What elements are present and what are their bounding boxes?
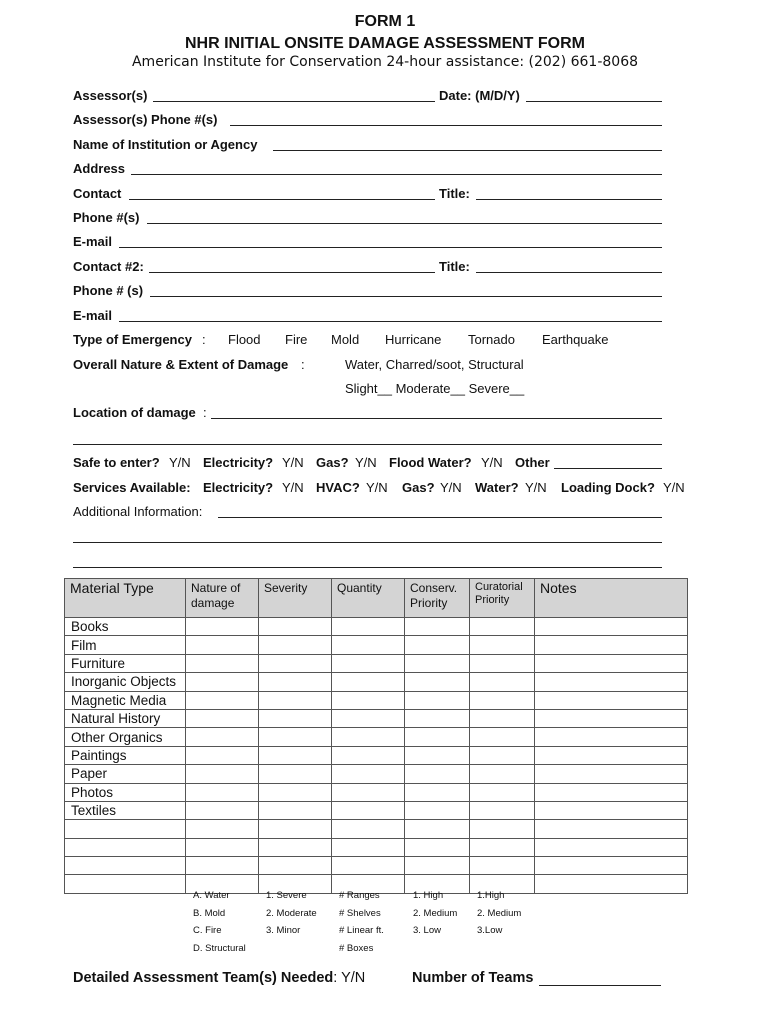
entry-cell[interactable] (470, 709, 535, 727)
header-material-type: Material Type (65, 579, 186, 618)
additional-field-3[interactable] (73, 567, 662, 568)
phone-label: Phone #(s) (73, 210, 140, 225)
material-type-cell (65, 820, 186, 838)
material-type-cell: Paintings (65, 746, 186, 764)
legend-item: # Boxes (339, 943, 374, 955)
extent-row (73, 381, 663, 399)
legend-item: D. Structural (193, 943, 246, 955)
entry-cell[interactable] (186, 636, 259, 654)
entry-cell[interactable] (470, 820, 535, 838)
entry-cell[interactable] (186, 709, 259, 727)
entry-cell[interactable] (405, 820, 470, 838)
legend-curatorial (477, 887, 521, 940)
legend-item: 3. Low (413, 925, 441, 937)
entry-cell[interactable] (405, 838, 470, 856)
entry-cell[interactable] (535, 691, 688, 709)
entry-cell[interactable] (535, 765, 688, 783)
flood-water-yn[interactable]: Y/N (481, 455, 503, 470)
entry-cell[interactable] (259, 728, 332, 746)
additional-field-2[interactable] (73, 542, 662, 543)
entry-cell[interactable] (186, 691, 259, 709)
emergency-hurricane[interactable]: Hurricane (385, 332, 442, 347)
entry-cell[interactable] (186, 820, 259, 838)
material-type-cell (65, 857, 186, 875)
entry-cell[interactable] (470, 691, 535, 709)
table-row (65, 765, 688, 783)
other-field[interactable] (554, 468, 662, 469)
entry-cell[interactable] (405, 746, 470, 764)
email2-field[interactable] (119, 321, 662, 322)
address-field[interactable] (131, 174, 662, 175)
date-field[interactable] (526, 101, 662, 102)
material-type-cell: Textiles (65, 801, 186, 819)
entry-cell[interactable] (470, 801, 535, 819)
entry-cell[interactable] (186, 801, 259, 819)
team-needed (73, 970, 365, 986)
material-type-cell: Film (65, 636, 186, 654)
entry-cell[interactable] (470, 728, 535, 746)
additional-label: Additional Information: (73, 504, 203, 519)
material-type-cell: Books (65, 618, 186, 636)
table-row (65, 728, 688, 746)
header-curatorial-priority: Curatorial Priority (470, 579, 535, 618)
services-electricity-label: Electricity? (203, 480, 274, 495)
additional-field[interactable] (218, 517, 662, 518)
email-field[interactable] (119, 247, 662, 248)
team-needed-yn[interactable]: : Y/N (333, 970, 366, 986)
services-gas-label: Gas? (402, 480, 435, 495)
entry-cell[interactable] (259, 838, 332, 856)
entry-cell[interactable] (186, 673, 259, 691)
water-label: Water? (475, 480, 519, 495)
contact-field[interactable] (129, 199, 435, 200)
entry-cell[interactable] (259, 820, 332, 838)
entry-cell[interactable] (332, 801, 405, 819)
table-row (65, 820, 688, 838)
assessor-phone-field[interactable] (230, 125, 662, 126)
entry-cell[interactable] (405, 691, 470, 709)
entry-cell[interactable] (535, 728, 688, 746)
other-label: Other (515, 455, 550, 470)
entry-cell[interactable] (259, 691, 332, 709)
material-type-cell: Magnetic Media (65, 691, 186, 709)
email-label: E-mail (73, 234, 113, 249)
header-severity: Severity (259, 579, 332, 618)
material-table (64, 578, 688, 894)
contact2-label: Contact #2: (73, 259, 144, 274)
location-field-2[interactable] (73, 444, 662, 445)
entry-cell[interactable] (186, 746, 259, 764)
entry-cell[interactable] (535, 857, 688, 875)
water-yn[interactable]: Y/N (525, 480, 547, 495)
entry-cell[interactable] (186, 857, 259, 875)
material-type-cell: Furniture (65, 654, 186, 672)
entry-cell[interactable] (259, 765, 332, 783)
emergency-label: Type of Emergency (73, 332, 192, 347)
entry-cell[interactable] (470, 783, 535, 801)
entry-cell[interactable] (186, 765, 259, 783)
phone-row (73, 210, 663, 228)
material-type-cell: Photos (65, 783, 186, 801)
material-type-cell (65, 875, 186, 893)
additional-row (73, 504, 663, 522)
table-row (65, 673, 688, 691)
emergency-flood[interactable]: Flood (228, 332, 261, 347)
entry-cell[interactable] (332, 618, 405, 636)
entry-cell[interactable] (332, 691, 405, 709)
entry-cell[interactable] (259, 654, 332, 672)
contact2-field[interactable] (149, 272, 435, 273)
form-title: NHR INITIAL ONSITE DAMAGE ASSESSMENT FORM (184, 35, 585, 52)
table-row (65, 783, 688, 801)
team-needed-label: Detailed Assessment Team(s) Needed (73, 970, 334, 986)
entry-cell[interactable] (332, 673, 405, 691)
legend-item: 1. High (413, 890, 444, 901)
safe-yn[interactable]: Y/N (169, 455, 191, 470)
flood-water-label: Flood Water? (389, 455, 472, 470)
entry-cell[interactable] (470, 746, 535, 764)
header-nature: Nature of damage (186, 579, 259, 618)
entry-cell[interactable] (259, 618, 332, 636)
header-notes: Notes (535, 579, 688, 618)
contact-row (73, 186, 663, 204)
table-row (65, 838, 688, 856)
entry-cell[interactable] (186, 618, 259, 636)
entry-cell[interactable] (332, 820, 405, 838)
gas-label: Gas? (316, 455, 349, 470)
table-row (65, 636, 688, 654)
table-row (65, 654, 688, 672)
electricity-yn[interactable]: Y/N (282, 455, 304, 470)
legend-item: A. Water (193, 890, 230, 901)
legend-item: B. Mold (193, 907, 226, 919)
table-row (65, 709, 688, 727)
table-header-row (65, 579, 688, 618)
entry-cell[interactable] (405, 654, 470, 672)
contact2-row (73, 259, 663, 277)
entry-cell[interactable] (535, 618, 688, 636)
location-field[interactable] (211, 418, 662, 419)
email-row (73, 234, 663, 252)
entry-cell[interactable] (332, 783, 405, 801)
entry-cell[interactable] (186, 728, 259, 746)
entry-cell[interactable] (405, 709, 470, 727)
entry-cell[interactable] (259, 746, 332, 764)
emergency-tornado[interactable]: Tornado (468, 332, 515, 347)
legend-item: 1. Severe (266, 890, 307, 901)
services-gas-yn[interactable]: Y/N (440, 480, 462, 495)
entry-cell[interactable] (332, 636, 405, 654)
damage-colon: : (301, 357, 305, 372)
emergency-fire[interactable]: Fire (285, 332, 308, 347)
damage-nature: Water, Charred/soot, Structural (345, 357, 524, 372)
damage-row (73, 357, 663, 375)
entry-cell[interactable] (470, 654, 535, 672)
entry-cell[interactable] (535, 875, 688, 893)
phone-field[interactable] (147, 223, 662, 224)
entry-cell[interactable] (535, 636, 688, 654)
entry-cell[interactable] (332, 728, 405, 746)
entry-cell[interactable] (332, 857, 405, 875)
email2-row (73, 308, 663, 326)
entry-cell[interactable] (259, 801, 332, 819)
services-label: Services Available: (73, 480, 191, 495)
legend-conserv (413, 887, 457, 940)
emergency-mold[interactable]: Mold (331, 332, 360, 347)
material-type-cell: Natural History (65, 709, 186, 727)
legend-item: 3. Minor (266, 925, 301, 937)
assessor-phone-row (73, 112, 663, 130)
entry-cell[interactable] (332, 709, 405, 727)
institution-row (73, 137, 663, 155)
legend-item: 3.Low (477, 925, 503, 937)
damage-extent[interactable]: Slight__ Moderate__ Severe__ (345, 381, 525, 396)
location-row (73, 405, 663, 423)
legend-item: 1.High (477, 890, 505, 901)
legend-item: 2. Moderate (266, 907, 317, 919)
material-type-cell: Paper (65, 765, 186, 783)
legend-item: 2. Medium (477, 907, 522, 919)
entry-cell[interactable] (535, 801, 688, 819)
title-field[interactable] (476, 199, 662, 200)
table-row (65, 746, 688, 764)
entry-cell[interactable] (259, 636, 332, 654)
location-label: Location of damage (73, 405, 196, 420)
entry-cell[interactable] (535, 654, 688, 672)
phone2-row (73, 283, 663, 301)
entry-cell[interactable] (186, 838, 259, 856)
legend-item: # Ranges (339, 890, 380, 901)
assessor-field[interactable] (153, 101, 435, 102)
hvac-yn[interactable]: Y/N (366, 480, 388, 495)
entry-cell[interactable] (470, 838, 535, 856)
legend-item: 2. Medium (413, 907, 458, 919)
entry-cell[interactable] (186, 783, 259, 801)
table-row (65, 691, 688, 709)
entry-cell[interactable] (470, 673, 535, 691)
emergency-earthquake[interactable]: Earthquake (542, 332, 609, 347)
material-type-cell (65, 838, 186, 856)
institution-field[interactable] (273, 150, 662, 151)
date-label: Date: (M/D/Y) (439, 88, 520, 103)
entry-cell[interactable] (332, 765, 405, 783)
entry-cell[interactable] (470, 618, 535, 636)
entry-cell[interactable] (259, 709, 332, 727)
contact-label: Contact (73, 186, 122, 201)
hvac-label: HVAC? (316, 480, 360, 495)
entry-cell[interactable] (470, 857, 535, 875)
safe-label: Safe to enter? (73, 455, 160, 470)
entry-cell[interactable] (332, 654, 405, 672)
assessor-row (73, 88, 663, 106)
table-row (65, 857, 688, 875)
legend-item: # Linear ft. (339, 925, 384, 937)
entry-cell[interactable] (405, 765, 470, 783)
entry-cell[interactable] (332, 838, 405, 856)
entry-cell[interactable] (405, 618, 470, 636)
phone2-field[interactable] (150, 296, 662, 297)
title2-field[interactable] (476, 272, 662, 273)
entry-cell[interactable] (405, 783, 470, 801)
table-row (65, 801, 688, 819)
entry-cell[interactable] (470, 765, 535, 783)
header-conserv-priority: Conserv. Priority (405, 579, 470, 618)
legend-nature (193, 887, 246, 958)
entry-cell[interactable] (405, 801, 470, 819)
entry-cell[interactable] (259, 857, 332, 875)
entry-cell[interactable] (332, 746, 405, 764)
institution-label: Name of Institution or Agency (73, 137, 258, 152)
loading-dock-label: Loading Dock? (561, 480, 655, 495)
header-quantity: Quantity (332, 579, 405, 618)
title-label: Title: (439, 186, 470, 201)
legend-quantity (339, 887, 384, 958)
number-of-teams-field[interactable] (539, 985, 661, 986)
services-electricity-yn[interactable]: Y/N (282, 480, 304, 495)
entry-cell[interactable] (535, 673, 688, 691)
entry-cell[interactable] (186, 654, 259, 672)
assessor-phone-label: Assessor(s) Phone #(s) (73, 112, 218, 127)
emergency-colon: : (202, 332, 206, 347)
loading-dock-yn[interactable]: Y/N (663, 480, 685, 495)
legend-item: # Shelves (339, 907, 381, 919)
form-number: FORM 1 (354, 13, 416, 30)
entry-cell[interactable] (535, 709, 688, 727)
location-colon: : (203, 405, 207, 420)
email2-label: E-mail (73, 308, 113, 323)
entry-cell[interactable] (535, 746, 688, 764)
material-type-cell: Inorganic Objects (65, 673, 186, 691)
safety-row (73, 455, 663, 473)
assessor-label: Assessor(s) (73, 88, 148, 103)
title2-label: Title: (439, 259, 470, 274)
form-subtitle: American Institute for Conservation 24-hour assistance: (202) 661-8068 (131, 54, 639, 70)
legend-severity (266, 887, 317, 940)
entry-cell[interactable] (405, 728, 470, 746)
entry-cell[interactable] (259, 783, 332, 801)
electricity-label: Electricity? (203, 455, 274, 470)
damage-label: Overall Nature & Extent of Damage (73, 357, 289, 372)
entry-cell[interactable] (259, 673, 332, 691)
entry-cell[interactable] (535, 820, 688, 838)
entry-cell[interactable] (535, 838, 688, 856)
services-row (73, 480, 693, 498)
phone2-label: Phone # (s) (73, 283, 144, 298)
entry-cell[interactable] (470, 636, 535, 654)
legend-item: C. Fire (193, 925, 222, 937)
entry-cell[interactable] (405, 636, 470, 654)
entry-cell[interactable] (405, 857, 470, 875)
address-row (73, 161, 663, 179)
number-of-teams-label: Number of Teams (412, 970, 534, 986)
emergency-row (73, 332, 663, 350)
entry-cell[interactable] (535, 783, 688, 801)
gas-yn[interactable]: Y/N (355, 455, 377, 470)
entry-cell[interactable] (405, 673, 470, 691)
material-type-cell: Other Organics (65, 728, 186, 746)
table-row (65, 618, 688, 636)
address-label: Address (73, 161, 126, 176)
